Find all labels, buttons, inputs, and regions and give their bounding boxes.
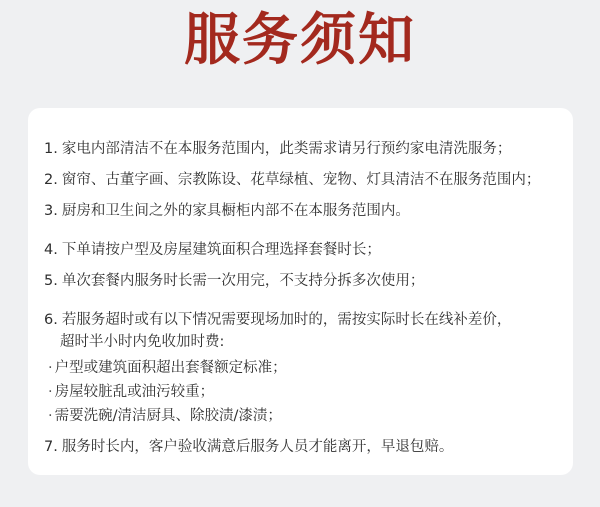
item-text: 服务时长内，客户验收满意后服务人员才能离开，早退包赔。	[61, 439, 454, 455]
item-text: 窗帘、古董字画、宗教陈设、花草绿植、宠物、灯具清洁不在服务范围内；	[61, 172, 541, 188]
notice-item-5	[44, 270, 563, 292]
notice-item-3	[44, 200, 563, 222]
item-text: 单次套餐内服务时长需一次用完，不支持分拆多次使用；	[61, 273, 425, 289]
page-title: 服务须知	[184, 8, 416, 73]
sub-item-text: 房屋较脏乱或油污较重；	[54, 384, 215, 400]
notice-item-7	[44, 436, 563, 458]
sub-item-2	[44, 380, 563, 404]
notice-item-1	[44, 138, 563, 160]
item-number: 7.	[44, 439, 58, 455]
bullet-dot: ·	[48, 384, 53, 400]
item-text: 下单请按户型及房屋建筑面积合理选择套餐时长；	[61, 242, 381, 258]
item-number: 5.	[44, 273, 58, 289]
bullet-dot: ·	[48, 360, 53, 376]
item-number: 4.	[44, 242, 58, 258]
notice-item-2	[44, 169, 563, 191]
item-number: 1.	[44, 141, 58, 157]
item-text: 厨房和卫生间之外的家具橱柜内部不在本服务范围内。	[61, 203, 410, 219]
item-number: 3.	[44, 203, 58, 219]
sub-item-text: 需要洗碗/清洁厨具、除胶渍/漆渍；	[54, 408, 282, 424]
sub-item-text: 户型或建筑面积超出套餐额定标准；	[54, 360, 287, 376]
bullet-dot: ·	[48, 408, 53, 424]
item-number: 6.	[44, 312, 58, 328]
sub-item-1	[44, 356, 563, 380]
notice-item-6-continuation: 超时半小时内免收加时费:	[60, 334, 225, 350]
notice-card	[28, 108, 573, 475]
item-text: 若服务超时或有以下情况需要现场加时的，需按实际时长在线补差价，	[61, 312, 512, 328]
item-text: 家电内部清洁不在本服务范围内，此类需求请另行预约家电清洗服务；	[61, 141, 512, 157]
sub-item-3	[44, 404, 563, 428]
notice-item-4	[44, 239, 563, 261]
item-number: 2.	[44, 172, 58, 188]
notice-item-6	[44, 309, 563, 331]
